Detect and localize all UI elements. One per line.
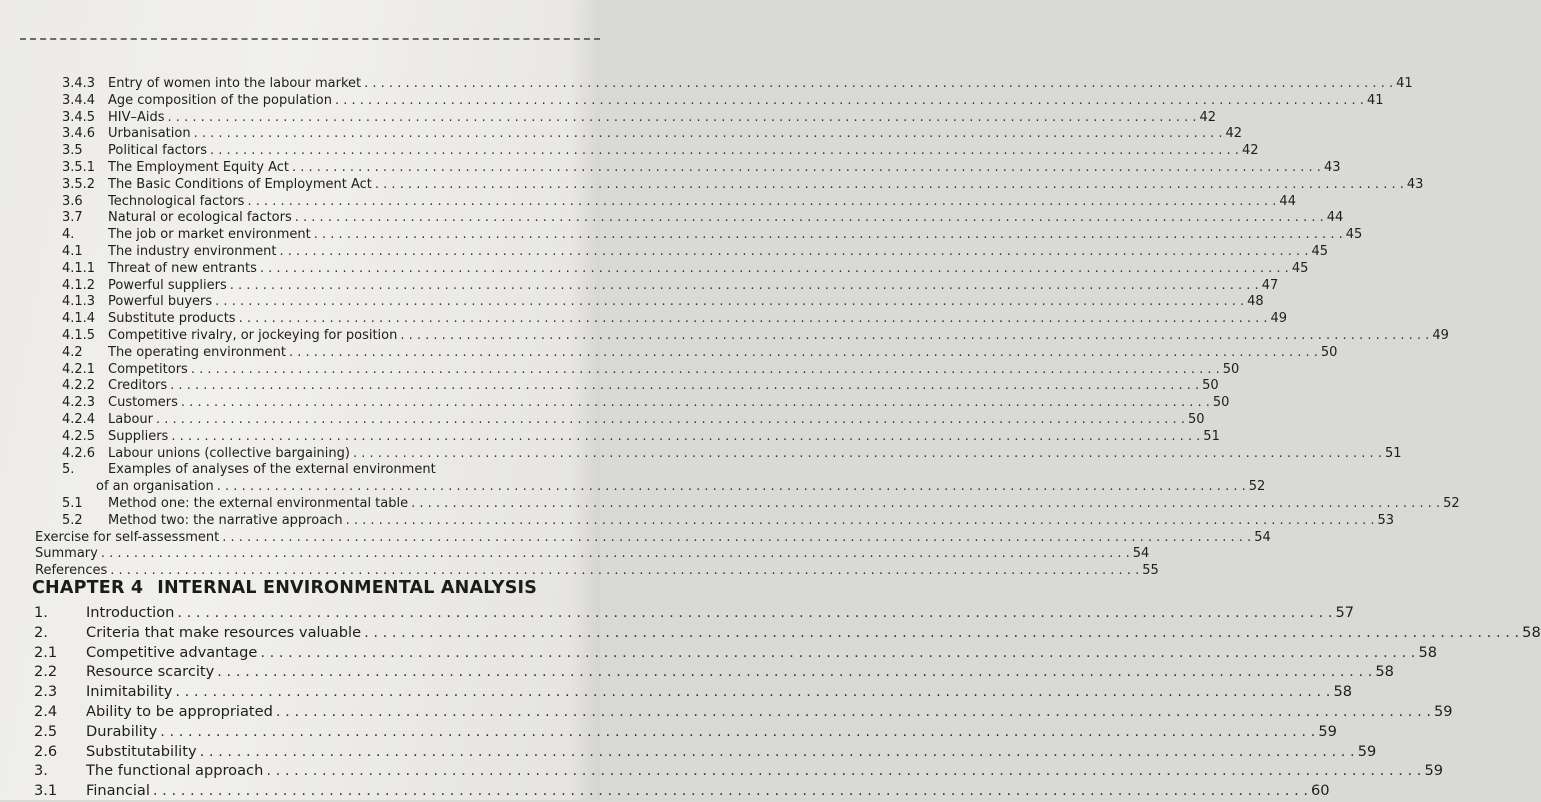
toc-entry-title: Suppliers xyxy=(108,428,169,444)
toc-entry xyxy=(34,722,1337,743)
toc-dot-leader xyxy=(295,210,1324,225)
toc-page-number: 41 xyxy=(1396,76,1413,91)
toc-page-number: 49 xyxy=(1432,327,1449,343)
toc-entry xyxy=(62,411,1205,429)
toc-entry-title: Summary xyxy=(35,546,98,562)
toc-entry xyxy=(62,395,1230,412)
toc-dot-leader xyxy=(215,294,1244,309)
toc-entry-title: Customers xyxy=(108,395,178,411)
toc-entry xyxy=(62,512,1395,530)
toc-section-number: 4.1.4 xyxy=(62,311,96,327)
toc-section-number: 2. xyxy=(34,623,48,641)
toc-page-number: 50 xyxy=(1222,361,1240,377)
toc-section-number: 3.4.5 xyxy=(62,109,96,125)
toc-dot-leader xyxy=(210,143,1239,158)
toc-section-number: 5. xyxy=(62,462,75,478)
toc-dot-leader xyxy=(400,328,1429,343)
toc-page-number: 45 xyxy=(1291,260,1309,276)
toc-page-number: 58 xyxy=(1333,683,1353,701)
toc-entry-title: References xyxy=(35,563,108,579)
toc-page-number: 59 xyxy=(1434,702,1453,720)
toc-entry xyxy=(62,193,1296,211)
toc-entry-title: Competitive advantage xyxy=(86,643,258,661)
toc-dot-leader xyxy=(364,624,1519,641)
toc-entry-title: Exercise for self-assessment xyxy=(35,529,220,545)
toc-entry xyxy=(34,702,1453,723)
toc-section-number: 3.6 xyxy=(62,193,83,209)
toc-entry xyxy=(34,742,1377,763)
toc-page-number: 59 xyxy=(1357,742,1377,760)
toc-entry-title: Age composition of the population xyxy=(108,92,332,108)
dashed-cut-line xyxy=(20,38,600,40)
toc-entry-title: The Employment Equity Act xyxy=(108,159,289,175)
toc-entry-title: Examples of analyses of the external environment xyxy=(108,462,436,478)
toc-entry-title: Resource scarcity xyxy=(86,663,215,681)
toc-entry-title: Urbanisation xyxy=(108,126,191,142)
toc-entry xyxy=(35,546,1150,563)
toc-dot-leader xyxy=(260,644,1415,661)
toc-dot-leader xyxy=(217,663,1372,680)
toc-page-number: 41 xyxy=(1366,92,1384,108)
toc-entry-title: Creditors xyxy=(108,378,168,394)
toc-page-number: 57 xyxy=(1335,604,1355,621)
toc-section-number: 3.4.3 xyxy=(62,76,96,91)
toc-entry xyxy=(62,176,1424,194)
toc-entry xyxy=(34,663,1394,683)
toc-dot-leader xyxy=(346,513,1375,528)
toc-entry-title: Financial xyxy=(86,782,150,800)
toc-entry xyxy=(62,227,1363,244)
toc-entry xyxy=(62,428,1220,446)
toc-entry-title: The industry environment xyxy=(108,243,277,259)
chapter-label: CHAPTER 4 xyxy=(32,578,144,598)
toc-section-number: 4. xyxy=(62,227,75,243)
toc-entry-title: Labour unions (collective bargaining) xyxy=(108,445,350,461)
toc-entry xyxy=(62,327,1449,345)
toc-section-number: 4.2.5 xyxy=(62,428,96,444)
toc-entry-title: Criteria that make resources valuable xyxy=(86,623,362,641)
toc-entry-title: Powerful suppliers xyxy=(108,277,227,293)
toc-entry-title: Natural or ecological factors xyxy=(108,210,292,226)
toc-section-number: 4.2.3 xyxy=(62,395,96,411)
toc-page-number: 58 xyxy=(1375,663,1394,681)
toc-dot-leader xyxy=(292,160,1321,175)
toc-entry xyxy=(34,623,1541,644)
toc-page-number: 49 xyxy=(1270,311,1288,327)
toc-dot-leader xyxy=(230,278,1259,293)
toc-dot-leader xyxy=(160,723,1315,740)
toc-entry-title: Introduction xyxy=(86,604,175,621)
toc-entry xyxy=(34,782,1330,802)
toc-entry xyxy=(34,762,1444,782)
toc-entry xyxy=(34,683,1353,703)
toc-page-number: 52 xyxy=(1443,495,1460,511)
toc-page-number: 42 xyxy=(1225,126,1243,142)
toc-entry xyxy=(62,109,1217,127)
toc-dot-leader xyxy=(110,563,1139,578)
toc-section-number: 2.2 xyxy=(34,663,58,681)
toc-dot-leader xyxy=(171,429,1200,444)
toc-dot-leader xyxy=(101,546,1130,561)
toc-section-number: 2.6 xyxy=(34,742,58,760)
toc-entry xyxy=(34,643,1438,664)
toc-entry-title: Inimitability xyxy=(86,683,173,701)
toc-page-number: 44 xyxy=(1326,210,1344,226)
toc-section-chapter-4 xyxy=(0,604,1541,802)
toc-entry-title: Powerful buyers xyxy=(108,294,213,310)
toc-entry xyxy=(62,311,1288,328)
toc-section-number: 3.5 xyxy=(62,143,83,159)
toc-dot-leader xyxy=(335,93,1364,108)
toc-dot-leader xyxy=(364,76,1393,91)
toc-entry xyxy=(62,243,1328,261)
toc-dot-leader xyxy=(280,244,1309,259)
chapter-heading xyxy=(32,578,537,598)
toc-dot-leader xyxy=(153,782,1308,799)
toc-dot-leader xyxy=(168,110,1197,125)
toc-page-number: 59 xyxy=(1424,762,1444,780)
toc-section-number: 2.3 xyxy=(34,683,58,701)
toc-entry-title: The job or market environment xyxy=(108,227,311,243)
toc-entry xyxy=(62,92,1384,110)
toc-page-number: 51 xyxy=(1384,445,1402,461)
toc-entry-title: Method two: the narrative approach xyxy=(108,512,343,528)
toc-page-number: 44 xyxy=(1279,193,1296,209)
toc-section-number: 5.1 xyxy=(62,495,83,511)
toc-page-number: 58 xyxy=(1522,623,1541,641)
toc-section-number: 4.2.2 xyxy=(62,378,96,394)
toc-dot-leader xyxy=(239,311,1268,326)
toc-section-number: 5.2 xyxy=(62,512,83,528)
toc-dot-leader xyxy=(375,177,1404,192)
toc-entry-title: Threat of new entrants xyxy=(108,260,257,276)
toc-page-number: 55 xyxy=(1142,563,1159,579)
toc-section-number: 4.2.1 xyxy=(62,361,96,377)
toc-dot-leader xyxy=(353,446,1382,461)
toc-entry-title: Ability to be appropriated xyxy=(86,702,273,720)
toc-dot-leader xyxy=(175,683,1330,700)
toc-entry-title: Labour xyxy=(108,411,153,427)
toc-dot-leader xyxy=(289,345,1318,360)
toc-dot-leader xyxy=(276,703,1431,720)
toc-entry-title: Method one: the external environmental table xyxy=(108,495,409,511)
toc-page-number: 42 xyxy=(1199,109,1217,125)
toc-section-number: 2.4 xyxy=(34,702,58,720)
toc-entry xyxy=(62,76,1413,93)
toc-entry xyxy=(35,529,1271,547)
toc-section-number: 3. xyxy=(34,762,48,780)
toc-entry xyxy=(62,294,1264,311)
toc-entry xyxy=(62,126,1243,143)
toc-entry xyxy=(62,445,1402,463)
toc-page-number: 50 xyxy=(1187,411,1205,427)
toc-section-number: 3.1 xyxy=(34,782,58,800)
toc-entry-title: The functional approach xyxy=(86,762,264,780)
toc-entry-title: Substitutability xyxy=(86,742,197,760)
toc-page-number: 43 xyxy=(1406,176,1424,192)
toc-entry xyxy=(62,378,1219,395)
toc-entry-title: Substitute products xyxy=(108,311,236,327)
chapter-title: INTERNAL ENVIRONMENTAL ANALYSIS xyxy=(157,578,538,598)
toc-entry xyxy=(62,159,1341,177)
toc-entry xyxy=(62,462,573,479)
toc-section-number: 4.1.1 xyxy=(62,260,96,276)
toc-page-number: 54 xyxy=(1132,546,1150,562)
toc-dot-leader xyxy=(200,743,1355,760)
toc-entry xyxy=(62,344,1338,362)
toc-page-number: 45 xyxy=(1311,243,1328,259)
toc-dot-leader xyxy=(194,126,1223,141)
toc-entry xyxy=(62,260,1309,278)
toc-page-number: 54 xyxy=(1254,529,1271,545)
toc-entry xyxy=(62,210,1344,227)
toc-section-number: 4.1.5 xyxy=(62,327,96,343)
toc-section-number: 3.7 xyxy=(62,210,83,226)
toc-entry-title: The Basic Conditions of Employment Act xyxy=(108,176,372,192)
toc-section-number: 3.5.2 xyxy=(62,176,96,192)
toc-section-number: 4.1.2 xyxy=(62,277,96,293)
toc-dot-leader xyxy=(191,362,1220,377)
toc-section-number: 4.1 xyxy=(62,243,83,259)
toc-dot-leader xyxy=(222,530,1251,545)
toc-section-number: 1. xyxy=(34,604,48,621)
toc-page-number: 58 xyxy=(1418,643,1438,661)
toc-dot-leader xyxy=(260,261,1289,276)
toc-page-number: 45 xyxy=(1345,227,1363,243)
toc-section-number: 3.5.1 xyxy=(62,159,96,175)
toc-entry xyxy=(34,604,1355,624)
toc-page-number: 48 xyxy=(1247,294,1264,310)
toc-page-number: 51 xyxy=(1203,428,1220,444)
toc-dot-leader xyxy=(314,227,1343,242)
toc-page-number: 52 xyxy=(1248,479,1266,495)
toc-dot-leader xyxy=(217,479,1246,494)
toc-page-number: 50 xyxy=(1202,378,1219,394)
toc-entry-title: Technological factors xyxy=(108,193,245,209)
toc-dot-leader xyxy=(181,395,1210,410)
toc-page-number: 43 xyxy=(1323,159,1341,175)
toc-entry xyxy=(62,361,1240,379)
toc-entry-title: Competitive rivalry, or jockeying for position xyxy=(108,327,398,343)
toc-entry-title: Entry of women into the labour market xyxy=(108,76,362,91)
toc-page-number: 50 xyxy=(1320,344,1338,360)
toc-entry-title: Competitors xyxy=(108,361,188,377)
toc-dot-leader xyxy=(170,378,1199,393)
toc-section-number: 4.2 xyxy=(62,344,83,360)
toc-page-number: 53 xyxy=(1377,512,1395,528)
toc-section-number: 4.2.4 xyxy=(62,411,96,427)
toc-page-number: 42 xyxy=(1241,143,1259,159)
toc-entry xyxy=(62,277,1279,295)
toc-dot-leader xyxy=(247,194,1276,209)
toc-entry-title: Political factors xyxy=(108,143,207,159)
toc-page-number: 47 xyxy=(1261,277,1279,293)
toc-section-number: 2.1 xyxy=(34,643,58,661)
toc-entry-title: Durability xyxy=(86,722,158,740)
toc-entry-title: HIV–Aids xyxy=(108,109,165,125)
toc-entry-title: The operating environment xyxy=(108,344,286,360)
toc-entry-title: of an organisation xyxy=(96,479,214,495)
toc-page-number: 50 xyxy=(1212,395,1230,411)
toc-entry xyxy=(62,143,1259,160)
toc-section-number: 4.2.6 xyxy=(62,445,96,461)
toc-page-number: 60 xyxy=(1311,782,1330,800)
toc-section-chapter-3 xyxy=(0,76,1460,580)
toc-section-number: 3.4.6 xyxy=(62,126,96,142)
toc-dot-leader xyxy=(177,604,1332,621)
toc-section-number: 3.4.4 xyxy=(62,92,96,108)
toc-dot-leader xyxy=(411,496,1440,511)
toc-entry xyxy=(96,479,1266,496)
toc-dot-leader xyxy=(156,412,1185,427)
toc-dot-leader xyxy=(266,762,1421,779)
toc-section-number: 4.1.3 xyxy=(62,294,96,310)
toc-section-number: 2.5 xyxy=(34,722,58,740)
toc-page-number: 59 xyxy=(1318,722,1337,740)
toc-entry xyxy=(62,495,1460,513)
